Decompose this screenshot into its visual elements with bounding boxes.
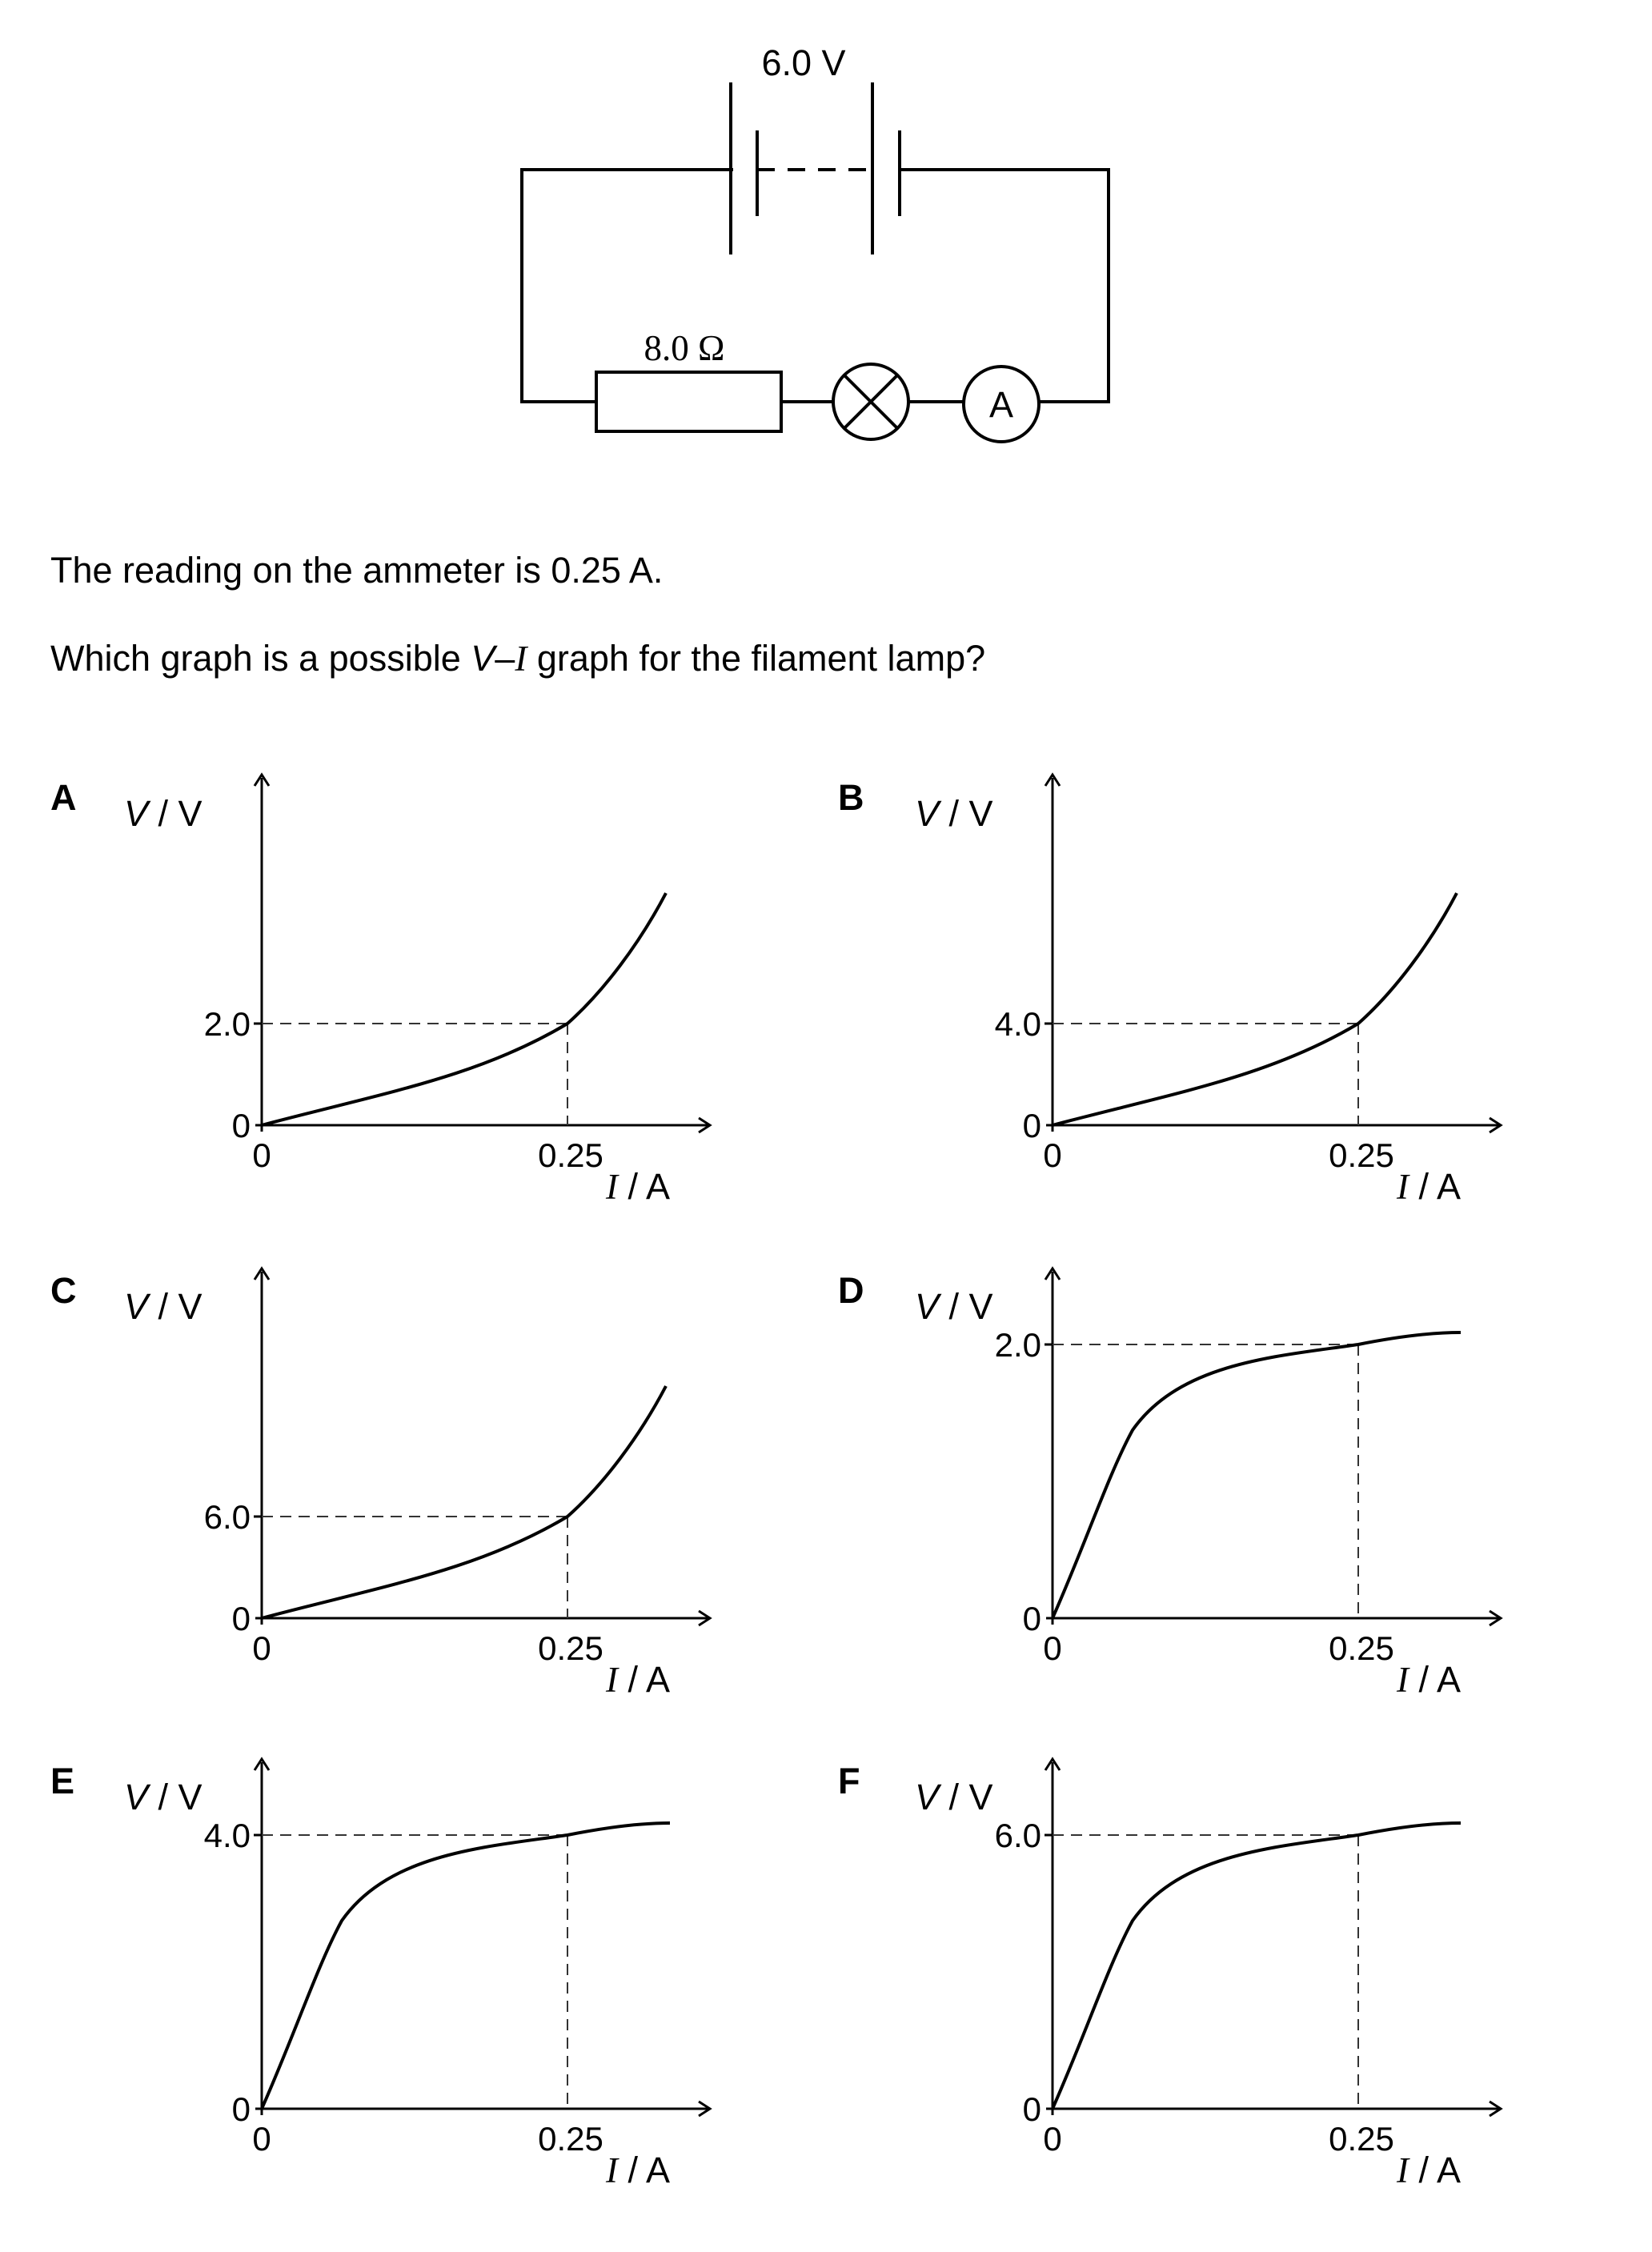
resistor-label: 8.0 Ω <box>644 328 725 368</box>
y-origin-label: 0 <box>1022 2090 1041 2128</box>
y-tick-label: 6.0 <box>994 1817 1041 1854</box>
graph-option-d[interactable] <box>838 1268 1501 1700</box>
y-axis-label: V / V <box>124 1777 202 1817</box>
x-tick-label: 0.25 <box>538 1629 603 1667</box>
ammeter-reading-text: The reading on the ammeter is 0.25 A. <box>50 550 664 591</box>
option-letter: C <box>50 1270 77 1311</box>
graph-option-b[interactable] <box>838 775 1501 1207</box>
x-axis-label: I / A <box>1396 2150 1462 2190</box>
prompt-v-symbol: V <box>471 638 495 679</box>
x-axis-label: I / A <box>1396 1166 1462 1207</box>
x-origin-label: 0 <box>1043 1136 1062 1174</box>
prompt-after: graph for the filament lamp? <box>527 638 986 679</box>
y-origin-label: 0 <box>231 1107 251 1144</box>
ammeter-symbol: A <box>988 384 1014 425</box>
v-i-curve <box>262 893 666 1125</box>
x-tick-label: 0.25 <box>538 2120 603 2158</box>
y-axis-label: V / V <box>915 1286 993 1327</box>
x-axis-label: I / A <box>605 1659 671 1700</box>
y-tick-label: 4.0 <box>203 1817 251 1854</box>
y-origin-label: 0 <box>1022 1600 1041 1637</box>
x-origin-label: 0 <box>1043 1629 1062 1667</box>
y-origin-label: 0 <box>1022 1107 1041 1144</box>
x-origin-label: 0 <box>252 2120 271 2158</box>
prompt-dash: – <box>495 638 515 679</box>
v-i-curve <box>1053 893 1457 1125</box>
x-tick-label: 0.25 <box>1329 1136 1394 1174</box>
y-axis-label: V / V <box>915 1777 993 1817</box>
prompt-before: Which graph is a possible <box>50 638 471 679</box>
y-tick-label: 2.0 <box>994 1326 1041 1364</box>
v-i-curve <box>262 1823 670 2109</box>
y-origin-label: 0 <box>231 1600 251 1637</box>
y-axis-label: V / V <box>915 793 993 834</box>
graph-option-e[interactable] <box>50 1759 710 2190</box>
prompt-i-symbol: I <box>515 639 527 679</box>
x-axis-label: I / A <box>605 1166 671 1207</box>
v-i-curve <box>1053 1332 1461 1618</box>
y-tick-label: 4.0 <box>994 1005 1041 1043</box>
graph-option-a[interactable] <box>50 775 710 1207</box>
x-tick-label: 0.25 <box>1329 1629 1394 1667</box>
graph-option-f[interactable] <box>838 1759 1501 2190</box>
option-letter: E <box>50 1761 75 1801</box>
x-tick-label: 0.25 <box>1329 2120 1394 2158</box>
option-letter: A <box>50 777 77 818</box>
x-tick-label: 0.25 <box>538 1136 603 1174</box>
v-i-curve <box>262 1386 666 1618</box>
v-i-curve <box>1053 1823 1461 2109</box>
x-origin-label: 0 <box>252 1629 271 1667</box>
y-axis-label: V / V <box>124 1286 202 1327</box>
y-origin-label: 0 <box>231 2090 251 2128</box>
battery-label: 6.0 V <box>761 42 846 83</box>
y-tick-label: 2.0 <box>203 1005 251 1043</box>
option-letter: F <box>838 1761 860 1801</box>
x-axis-label: I / A <box>1396 1659 1462 1700</box>
y-tick-label: 6.0 <box>203 1498 251 1536</box>
x-axis-label: I / A <box>605 2150 671 2190</box>
x-origin-label: 0 <box>1043 2120 1062 2158</box>
option-letter: B <box>838 777 864 818</box>
graph-option-c[interactable] <box>50 1268 710 1700</box>
y-axis-label: V / V <box>124 793 202 834</box>
x-origin-label: 0 <box>252 1136 271 1174</box>
option-letter: D <box>838 1270 864 1311</box>
